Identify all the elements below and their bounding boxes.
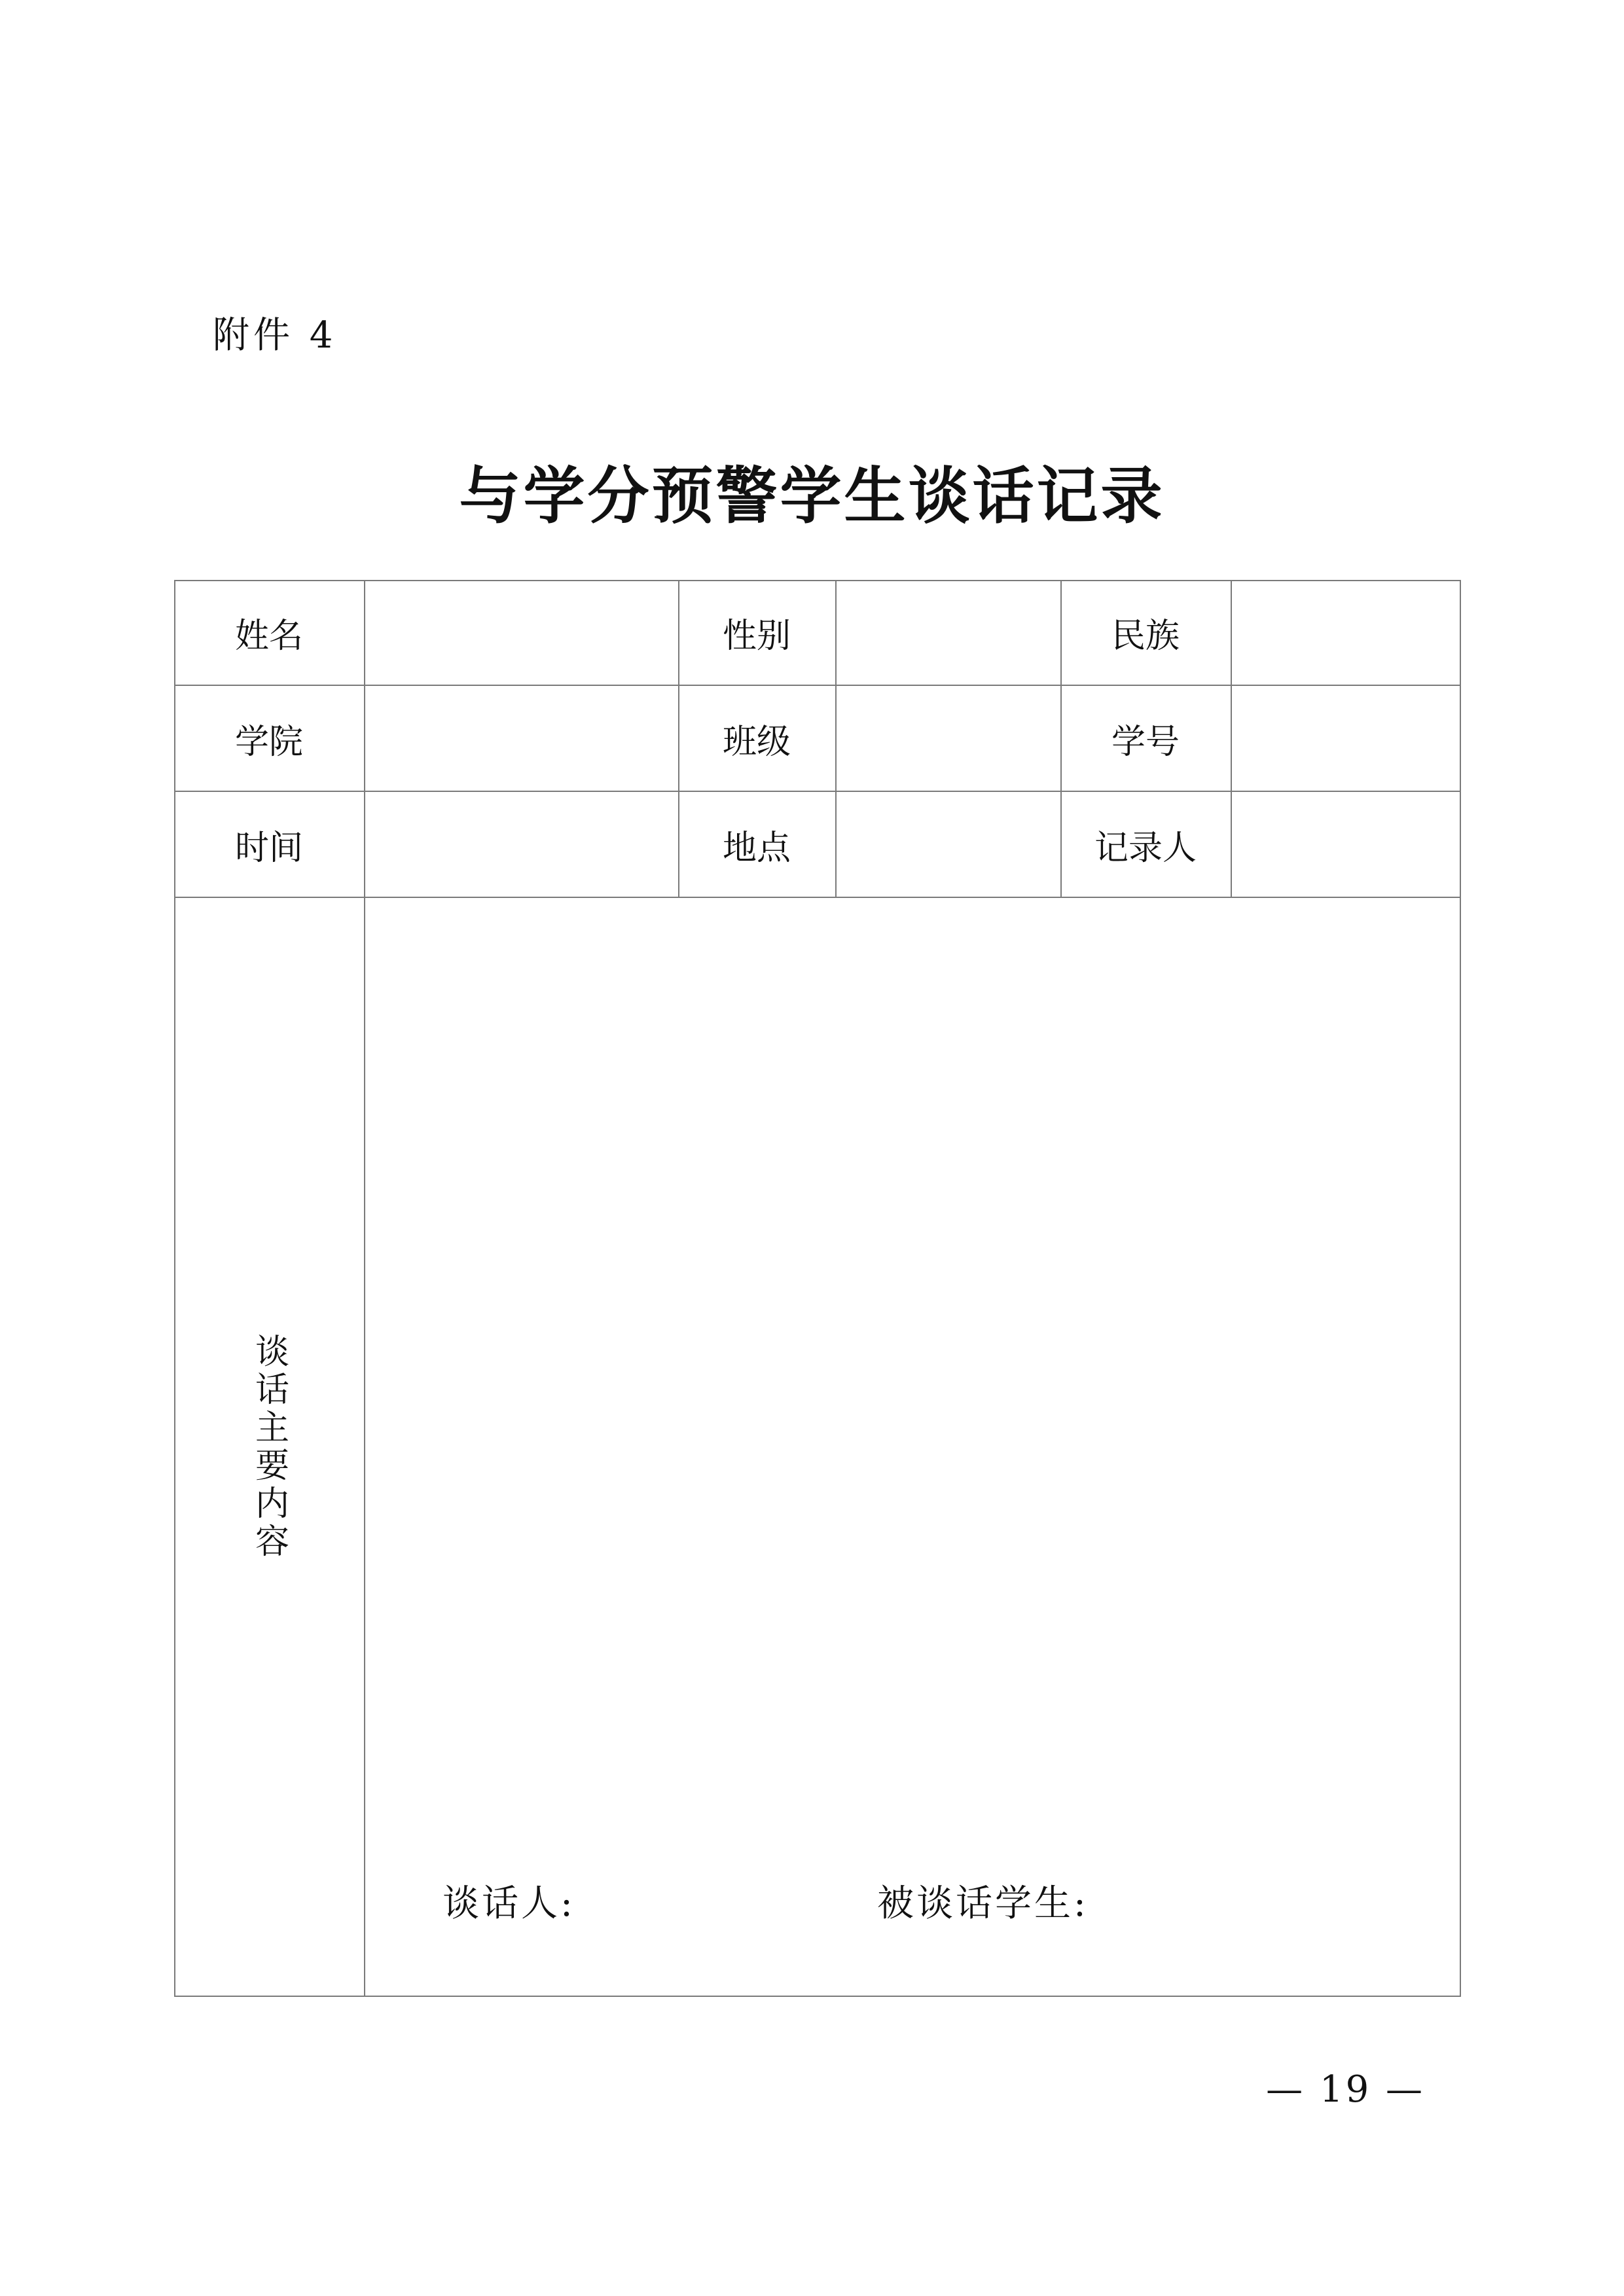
table-border-right: [1460, 580, 1461, 1997]
class-label: 班级: [722, 722, 791, 762]
ethnicity-label: 民族: [1111, 616, 1180, 656]
column-divider-5: [1231, 580, 1232, 897]
time-label: 时间: [234, 828, 303, 868]
college-label: 学院: [234, 722, 303, 762]
talk-record-form: [174, 580, 1461, 1997]
recorder-label: 记录人: [1094, 828, 1197, 868]
column-divider-1: [364, 580, 365, 1997]
location-label: 地点: [722, 828, 791, 868]
column-divider-3: [835, 580, 837, 897]
attachment-label: 附件 4: [213, 314, 337, 357]
page-number: — 19 —: [1266, 2068, 1425, 2111]
gender-label: 性别: [722, 616, 791, 656]
page-title: 与学分预警学生谈话记录: [459, 460, 1165, 532]
student-signature-label: 被谈话学生:: [877, 1882, 1089, 1925]
student-id-label: 学号: [1111, 722, 1180, 762]
content-label: 谈话主要内容: [249, 1333, 289, 1561]
row-divider-3: [174, 897, 1461, 898]
table-border-bottom: [174, 1996, 1461, 1997]
name-label: 姓名: [234, 616, 303, 656]
interviewer-label: 谈话人:: [442, 1882, 575, 1925]
